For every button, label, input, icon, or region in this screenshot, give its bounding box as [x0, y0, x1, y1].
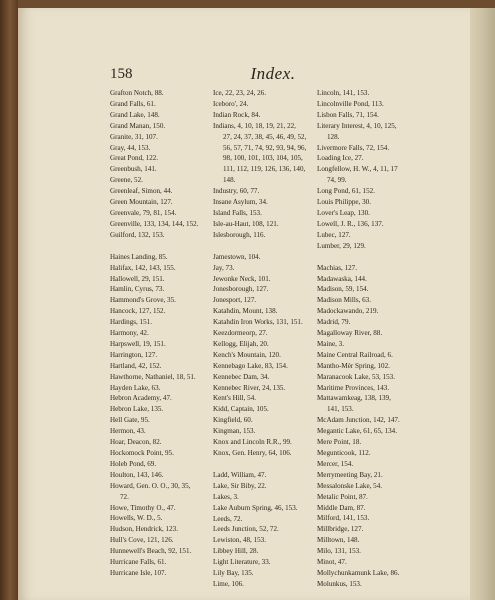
index-entry: Lisbon Falls, 71, 154.: [317, 110, 379, 119]
index-entry: Lime, 106.: [213, 579, 244, 588]
index-entry: Grand Falls, 61.: [110, 99, 156, 108]
index-entry: Megunticook, 112.: [317, 449, 371, 457]
index-entry: Milo, 131, 153.: [317, 547, 361, 556]
index-entry: Isle-au-Haut, 108, 121.: [213, 219, 279, 228]
section-gap: [213, 459, 310, 470]
index-entry: Metalic Point, 87.: [317, 492, 368, 501]
index-column-3: [317, 88, 417, 590]
index-entry: Grand Lake, 148.: [110, 110, 160, 119]
index-entry: Knox, Gen. Henry, 64, 106.: [213, 449, 292, 457]
index-entry: 128.: [327, 132, 340, 141]
index-entry: Kent's Hill, 54.: [213, 394, 257, 403]
index-entry: Katahdin Iron Works, 131, 151.: [213, 318, 303, 327]
index-entry: Madrid, 79.: [317, 318, 351, 327]
index-entry: Loading Ice, 27.: [317, 154, 364, 163]
index-entry: McAdam Junction, 142, 147.: [317, 416, 400, 425]
index-entry: Green Mountain, 127.: [110, 198, 173, 207]
index-entry: Greenville, 133, 134, 144, 152.: [110, 219, 199, 228]
index-entry: Howells, W. D., 5.: [110, 514, 163, 523]
index-entry: Greenvale, 79, 81, 154.: [110, 208, 177, 217]
index-entry: 111, 112, 119, 126, 136, 140,: [223, 165, 306, 174]
index-entry: Indian Rock, 84.: [213, 110, 261, 119]
index-entry: Grafton Notch, 88.: [110, 89, 164, 97]
index-entry: Mere Point, 18.: [317, 438, 362, 447]
index-entry: Megantic Lake, 61, 65, 134.: [317, 427, 397, 436]
index-entry: Iceboro', 24.: [213, 99, 249, 108]
index-entry: Madison, 59, 154.: [317, 285, 369, 294]
index-entry: 74, 99.: [327, 176, 347, 185]
index-entry: Jay, 73.: [213, 263, 235, 272]
index-entry: Lake, Sir Biby, 22.: [213, 481, 267, 490]
index-entry: Lake Auburn Spring, 46, 153.: [213, 503, 298, 512]
index-entry: Hayden Lake, 63.: [110, 383, 161, 392]
index-entry: Leeds Junction, 52, 72.: [213, 525, 279, 534]
index-entry: Keezdormeorp, 27.: [213, 329, 268, 338]
index-entry: Hamlin, Cyrus, 73.: [110, 285, 165, 294]
index-entry: Maranacook Lake, 53, 153.: [317, 372, 396, 381]
index-entry: Mattawamkeag, 138, 139,: [317, 394, 391, 403]
index-entry: Hurricane Falls, 61.: [110, 558, 167, 567]
index-entry: Louis Philippe, 30.: [317, 198, 371, 207]
index-entry: Halifax, 142, 143, 155.: [110, 263, 176, 272]
page-number: 158: [110, 66, 133, 82]
index-entry: Greenleaf, Simon, 44.: [110, 187, 173, 196]
index-entry: Greene, 52.: [110, 176, 143, 185]
index-entry: 27, 24, 37, 38, 45, 46, 49, 52,: [223, 132, 307, 141]
index-entry: Hockomock Point, 95.: [110, 449, 174, 457]
index-entry: Kingfield, 60.: [213, 416, 253, 425]
index-entry: Milford, 141, 153.: [317, 514, 370, 523]
index-entry: Merrymeeting Bay, 21.: [317, 470, 383, 479]
index-entry: Great Pond, 122.: [110, 154, 159, 163]
index-entry: Hull's Cove, 121, 126.: [110, 536, 174, 545]
index-entry: Kellogg, Elijah, 20.: [213, 339, 269, 348]
index-entry: Lumber, 29, 129.: [317, 241, 366, 250]
index-entry: Hancock, 127, 152.: [110, 307, 166, 316]
index-entry: Holeb Pond, 69.: [110, 459, 157, 468]
page-title: Index.: [250, 64, 296, 83]
index-entry: Molunkus, 153.: [317, 579, 362, 588]
index-entry: Harpswell, 19, 151.: [110, 339, 166, 348]
index-entry: Houlton, 143, 146.: [110, 470, 164, 479]
index-entry: Maine Central Railroad, 6.: [317, 350, 393, 359]
index-entry: 98, 100, 101, 103, 104, 105,: [223, 154, 303, 163]
index-entry: Island Falls, 153.: [213, 208, 262, 217]
index-entry: Haines Landing, 85.: [110, 252, 168, 261]
index-entry: Mercer, 154.: [317, 459, 354, 468]
section-gap: [110, 241, 205, 252]
index-column-2: [213, 88, 310, 590]
index-entry: Madawaska, 144.: [317, 274, 367, 283]
index-entry: Granite, 31, 107.: [110, 132, 158, 141]
index-entry: Lily Bay, 135.: [213, 569, 254, 578]
index-entry: Greenbush, 141.: [110, 165, 157, 174]
index-entry: Hudson, Hendrick, 123.: [110, 525, 178, 534]
index-entry: Madockawando, 219.: [317, 307, 379, 316]
index-entry: Hartland, 42, 152.: [110, 361, 162, 370]
index-entry: Howard, Gen. O. O., 30, 35,: [110, 481, 191, 490]
index-entry: Millbridge, 127.: [317, 525, 364, 534]
index-column-1: [110, 88, 205, 579]
section-gap: [317, 252, 417, 263]
index-entry: Kennebago Lake, 83, 154.: [213, 361, 288, 370]
index-entry: Industry, 60, 77.: [213, 187, 260, 196]
index-entry: Leeds, 72.: [213, 514, 243, 523]
page-header: [88, 66, 458, 88]
index-entry: Lewiston, 48, 153.: [213, 536, 267, 545]
index-entry: Harrington, 127.: [110, 350, 158, 359]
index-entry: Guilford, 132, 153.: [110, 230, 165, 239]
index-entry: Ice, 22, 23, 24, 26.: [213, 89, 266, 97]
index-entry: Harmony, 42.: [110, 329, 149, 338]
index-entry: Madison Mills, 63.: [317, 296, 371, 305]
index-entry: Jonesport, 127.: [213, 296, 257, 305]
index-entry: Indians, 4, 10, 18, 19, 21, 22,: [213, 121, 296, 130]
index-entry: Maritime Provinces, 143.: [317, 383, 390, 392]
index-entry: Kennebec Dam, 34.: [213, 372, 270, 381]
index-entry: Insane Asylum, 34.: [213, 198, 268, 207]
index-entry: Longfellow, H. W., 4, 11, 17: [317, 165, 398, 174]
index-entry: Grand Manan, 150.: [110, 121, 166, 130]
index-entry: Islesborough, 116.: [213, 230, 266, 239]
index-entry: Livermore Falls, 72, 154.: [317, 143, 390, 152]
index-entry: Kench's Mountain, 120.: [213, 350, 281, 359]
index-entry: Gray, 44, 153.: [110, 143, 151, 152]
index-entry: Mollychunkamunk Lake, 86.: [317, 568, 400, 577]
index-entry: Long Pond, 61, 152.: [317, 187, 375, 196]
index-entry: Hoar, Deacon, 82.: [110, 438, 162, 447]
book-spine: [0, 0, 18, 600]
index-entry: Lubec, 127.: [317, 230, 351, 239]
index-entry: Hardings, 151.: [110, 318, 152, 327]
index-entry: Kidd, Captain, 105.: [213, 405, 269, 414]
index-entry: Machias, 127.: [317, 263, 357, 272]
index-entry: Lakes, 3.: [213, 492, 239, 501]
index-entry: Hunnewell's Beach, 92, 151.: [110, 547, 192, 556]
index-entry: Kennebec River, 24, 135.: [213, 383, 286, 392]
index-entry: 56, 57, 71, 74, 92, 93, 94, 96,: [223, 143, 307, 152]
index-entry: Hammond's Grove, 35.: [110, 296, 176, 305]
index-entry: Katahdin, Mount, 138.: [213, 307, 278, 316]
index-entry: Maine, 3.: [317, 339, 344, 348]
index-entry: Messalonske Lake, 54.: [317, 481, 383, 490]
index-entry: Light Literature, 33.: [213, 558, 271, 567]
index-entry: Milltown, 148.: [317, 536, 360, 545]
index-entry: Lowell, J. R., 136, 137.: [317, 219, 384, 228]
index-entry: Hurricane Isle, 107.: [110, 568, 167, 577]
index-entry: Howe, Timothy O., 47.: [110, 503, 176, 512]
index-entry: Libbey Hill, 28.: [213, 547, 259, 556]
index-entry: Magalloway River, 88.: [317, 329, 383, 338]
index-entry: Lincoln, 141, 153.: [317, 89, 370, 97]
index-entry: 148.: [223, 176, 236, 185]
section-gap: [213, 241, 310, 252]
page-edge: [470, 8, 495, 600]
index-entry: Lover's Leap, 130.: [317, 208, 370, 217]
index-entry: Kingman, 153.: [213, 427, 256, 436]
index-entry: Knox and Lincoln R.R., 99.: [213, 438, 292, 447]
index-entry: Hebron Academy, 47.: [110, 394, 172, 403]
index-entry: Hermon, 43.: [110, 427, 146, 436]
index-entry: Middle Dam, 87.: [317, 503, 366, 512]
index-entry: 141, 153.: [327, 405, 354, 414]
index-entry: Literary Interest, 4, 10, 125,: [317, 121, 397, 130]
index-entry: 72.: [120, 492, 129, 501]
index-entry: Hell Gate, 95.: [110, 416, 150, 425]
index-entry: Jonesborough, 127.: [213, 285, 269, 294]
index-entry: Mantho-Mèr Spring, 102.: [317, 361, 390, 370]
index-entry: Jewonke Neck, 101.: [213, 274, 271, 283]
index-entry: Lincolnville Pond, 113.: [317, 99, 384, 108]
index-entry: Hebron Lake, 135.: [110, 405, 164, 414]
index-entry: Jamestown, 104.: [213, 252, 261, 261]
index-entry: Hallowell, 29, 151.: [110, 274, 165, 283]
index-entry: Minot, 47.: [317, 558, 347, 567]
index-entry: Ladd, William, 47.: [213, 470, 267, 479]
index-entry: Hawthorne, Nathaniel, 18, 51.: [110, 372, 196, 381]
